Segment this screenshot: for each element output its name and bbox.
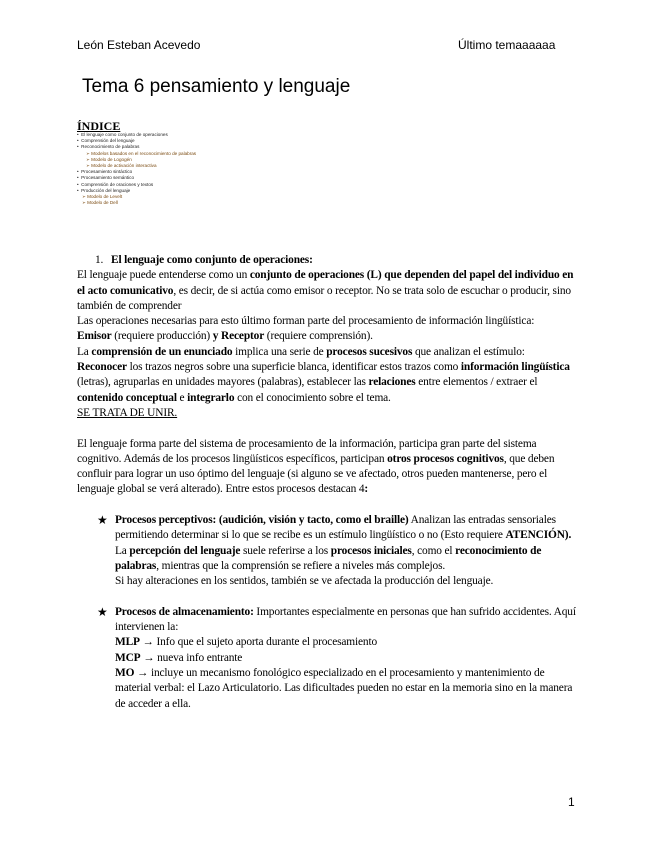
- bullet-almacenamiento: [77, 605, 577, 666]
- bullet-text: Procesos perceptivos: (audición, visión y tacto, como el braille) Analizan las entradas sensoriales permitiendo determinar si lo que se recibe es un estímulo lingüístico o no (Esto requiere ATENCIÓN). La percepción del lenguaje suele referirse a los procesos iniciales, como el reconocimiento de palabras, mientras que la comprensión se refiere a niveles más complejos.: [115, 514, 572, 572]
- star-bullet-icon: ★: [97, 513, 108, 528]
- memory-mcp: MCP → nueva info entrante: [115, 651, 243, 664]
- index-item: • Procesamiento sintáctico: [77, 169, 243, 175]
- paragraph: El lenguaje forma parte del sistema de procesamiento de la información, participa gran parte del sistema cognitivo. Además de los procesos lingüísticos específicos, participan otros procesos cognitivos, que deben confluir para lograr un uso óptimo del lenguaje (si alguno se ve afectado, otros pueden mantenerse, pero el lenguaje global se verá alterado). Entre estos procesos destacan 4:: [77, 437, 555, 496]
- memory-mo: MO → incluye un mecanismo fonológico especializado en el procesamiento y mantenimiento de material verbal: el Lazo Articulatorio. Las dificultades pueden no estar en la memoria sino en la manera de acceder a ella.: [115, 667, 573, 710]
- page-number: 1: [568, 795, 575, 809]
- star-bullet-icon: ★: [97, 604, 108, 619]
- bullet-perceptivos: [77, 513, 577, 589]
- index-item: • El lenguaje como conjunto de operaciones: [77, 132, 243, 138]
- section-heading: [77, 253, 577, 268]
- paragraph: La comprensión de un enunciado implica una serie de procesos sucesivos que analizan el estímulo:: [77, 345, 525, 358]
- paragraph: Emisor (requiere producción) y Receptor (requiere comprensión).: [77, 330, 373, 343]
- paragraph: Reconocer los trazos negros sobre una superficie blanca, identificar estos trazos como información lingüística (letras), agruparlas en unidades mayores (palabras), establecer las relaciones entre elementos / extraer el contenido conceptual e integrarlo con el conocimiento sobre el tema.: [77, 361, 570, 404]
- memory-mlp: MLP → Info que el sujeto aporta durante el procesamiento: [115, 636, 378, 649]
- header-author: León Esteban Acevedo: [77, 38, 201, 52]
- paragraph: El lenguaje puede entenderse como un conjunto de operaciones (L) que dependen del papel del individuo en el acto comunicativo, es decir, de si actúa como emisor o receptor. No se trata solo de escuchar o producir, sino también de comprender: [77, 269, 574, 312]
- bullet-text: Si hay alteraciones en los sentidos, también se ve afectada la producción del lenguaje.: [115, 575, 494, 588]
- index-item: • Comprensión del lenguaje: [77, 138, 243, 144]
- index-list: [77, 132, 243, 206]
- document-body: [77, 253, 577, 712]
- paragraph: Las operaciones necesarias para esto último forman parte del procesamiento de información lingüística:: [77, 315, 535, 328]
- index-image: [77, 132, 243, 232]
- underlined-note: SE TRATA DE UNIR.: [77, 406, 178, 419]
- index-item: • Comprensión de oraciones y textos: [77, 182, 243, 188]
- bullet-text: Procesos de almacenamiento: Importantes especialmente en personas que han sufrido accidentes. Aquí intervienen la:: [115, 605, 576, 634]
- index-subitem: ➢ Modelo de Logogén: [77, 157, 243, 163]
- index-item: • Reconocimiento de palabras: [77, 144, 243, 150]
- index-subitem: ➢ Modelo de Levelt: [77, 194, 243, 200]
- header-right-text: Último temaaaaaa: [458, 38, 556, 52]
- index-item: • Procesamiento semántico: [77, 175, 243, 181]
- index-subitem: ➢ Modelo de Dell: [77, 200, 243, 206]
- index-item: • Producción del lenguaje: [77, 188, 243, 194]
- section-number: 1.: [95, 254, 104, 266]
- index-subitem: ➢ Modelos basados en el reconocimiento de palabras: [77, 151, 243, 157]
- page-title: Tema 6 pensamiento y lenguaje: [82, 76, 351, 97]
- section-title: El lenguaje como conjunto de operaciones:: [111, 254, 313, 266]
- index-heading: ÍNDICE: [77, 119, 121, 133]
- index-subitem: ➢ Modelo de activación interactiva: [77, 163, 243, 169]
